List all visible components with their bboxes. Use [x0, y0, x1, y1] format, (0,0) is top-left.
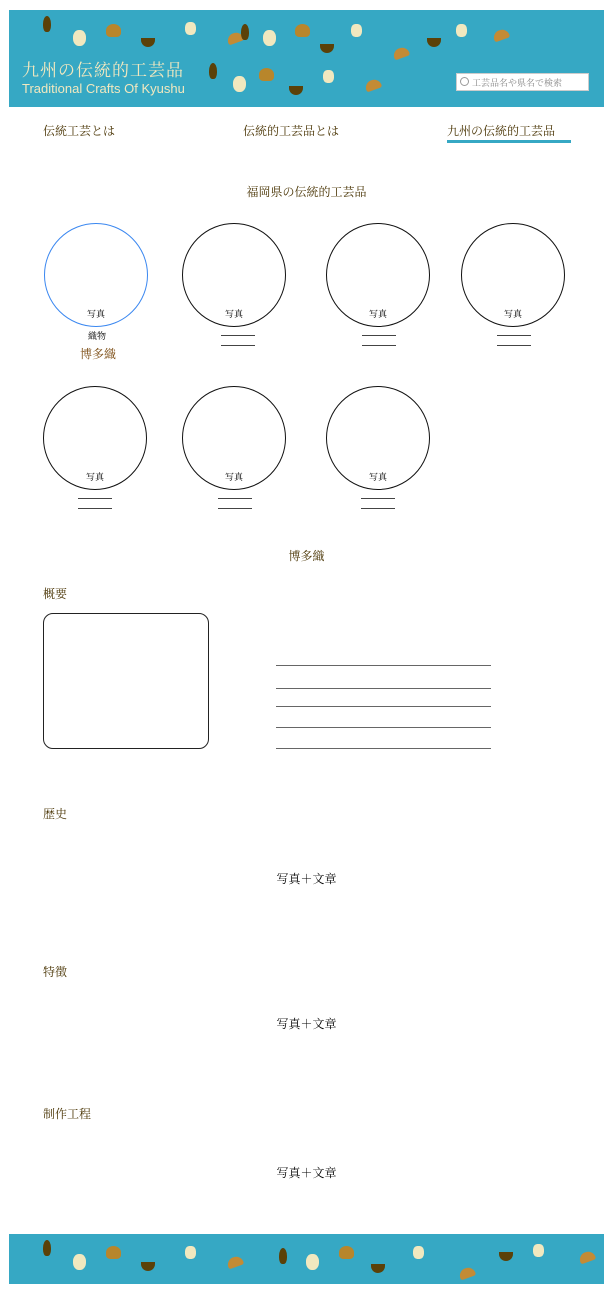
nav-traditional-crafts-about[interactable]: 伝統工芸とは — [43, 124, 116, 138]
pouch-icon — [295, 24, 310, 37]
craft-card[interactable] — [43, 386, 147, 490]
history-heading: 歴史 — [43, 807, 68, 821]
tea-bowl-icon — [427, 38, 441, 47]
text-line — [276, 688, 491, 689]
fan-icon — [456, 24, 467, 37]
photo-placeholder: 写真 — [503, 310, 522, 320]
fan-icon — [323, 70, 334, 83]
photo-placeholder: 写真 — [368, 473, 387, 483]
tea-bowl-icon — [499, 1252, 513, 1261]
text-line — [276, 727, 491, 728]
craft-card-hakata-ori[interactable] — [44, 223, 148, 327]
features-body: 写真＋文章 — [276, 1017, 337, 1031]
placeholder-line — [362, 335, 396, 336]
process-heading: 制作工程 — [43, 1107, 92, 1121]
pouch-icon — [106, 24, 121, 37]
bread-icon — [458, 1266, 476, 1281]
search-input[interactable] — [456, 73, 589, 91]
history-body: 写真＋文章 — [276, 872, 337, 886]
craft-name[interactable]: 博多織 — [79, 347, 116, 361]
lantern-icon — [73, 30, 86, 46]
photo-placeholder: 写真 — [86, 310, 105, 320]
lantern-icon — [306, 1254, 319, 1270]
photo-placeholder: 写真 — [85, 473, 104, 483]
placeholder-line — [361, 498, 395, 499]
fan-icon — [185, 22, 196, 35]
text-line — [276, 706, 491, 707]
bread-icon — [392, 46, 410, 61]
placeholder-line — [362, 345, 396, 346]
tea-bowl-icon — [141, 38, 155, 47]
nav-kyushu-crafts[interactable]: 九州の伝統的工芸品 — [447, 122, 571, 143]
craft-card[interactable] — [182, 386, 286, 490]
lantern-icon — [73, 1254, 86, 1270]
sake-bottle-icon — [241, 24, 249, 40]
craft-card[interactable] — [182, 223, 286, 327]
placeholder-line — [497, 335, 531, 336]
detail-title: 博多織 — [288, 549, 325, 563]
fan-icon — [185, 1246, 196, 1259]
placeholder-line — [497, 345, 531, 346]
text-line — [276, 748, 491, 749]
placeholder-line — [218, 508, 252, 509]
bread-icon — [364, 78, 382, 93]
tea-bowl-icon — [141, 1262, 155, 1271]
fan-icon — [533, 1244, 544, 1257]
placeholder-line — [221, 345, 255, 346]
search-icon — [460, 77, 469, 86]
fan-icon — [413, 1246, 424, 1259]
nav-traditional-craft-products-about[interactable]: 伝統的工芸品とは — [243, 124, 340, 138]
placeholder-line — [221, 335, 255, 336]
bread-icon — [578, 1250, 596, 1265]
prefecture-title: 福岡県の伝統的工芸品 — [246, 185, 367, 199]
overview-heading: 概要 — [43, 587, 68, 601]
craft-category: 織物 — [87, 332, 106, 342]
pouch-icon — [106, 1246, 121, 1259]
placeholder-line — [78, 498, 112, 499]
sake-bottle-icon — [43, 16, 51, 32]
site-title: 九州の伝統的工芸品 — [22, 61, 184, 81]
placeholder-line — [78, 508, 112, 509]
tea-bowl-icon — [371, 1264, 385, 1273]
bread-icon — [492, 28, 510, 43]
pouch-icon — [259, 68, 274, 81]
photo-placeholder: 写真 — [224, 473, 243, 483]
craft-card[interactable] — [326, 223, 430, 327]
overview-image-placeholder — [43, 613, 209, 749]
text-line — [276, 665, 491, 666]
sake-bottle-icon — [209, 63, 217, 79]
header-banner — [9, 10, 604, 107]
placeholder-line — [218, 498, 252, 499]
fan-icon — [351, 24, 362, 37]
search-placeholder: 工芸品名や県名で検索 — [472, 79, 563, 89]
placeholder-line — [361, 508, 395, 509]
craft-card[interactable] — [326, 386, 430, 490]
process-body: 写真＋文章 — [276, 1166, 337, 1180]
tea-bowl-icon — [289, 86, 303, 95]
lantern-icon — [233, 76, 246, 92]
photo-placeholder: 写真 — [368, 310, 387, 320]
bread-icon — [226, 1255, 244, 1270]
site-subtitle: Traditional Crafts Of Kyushu — [22, 81, 185, 96]
pouch-icon — [339, 1246, 354, 1259]
craft-card[interactable] — [461, 223, 565, 327]
tea-bowl-icon — [320, 44, 334, 53]
sake-bottle-icon — [279, 1248, 287, 1264]
features-heading: 特徴 — [43, 965, 68, 979]
footer-banner — [9, 1234, 604, 1284]
sake-bottle-icon — [43, 1240, 51, 1256]
lantern-icon — [263, 30, 276, 46]
photo-placeholder: 写真 — [224, 310, 243, 320]
